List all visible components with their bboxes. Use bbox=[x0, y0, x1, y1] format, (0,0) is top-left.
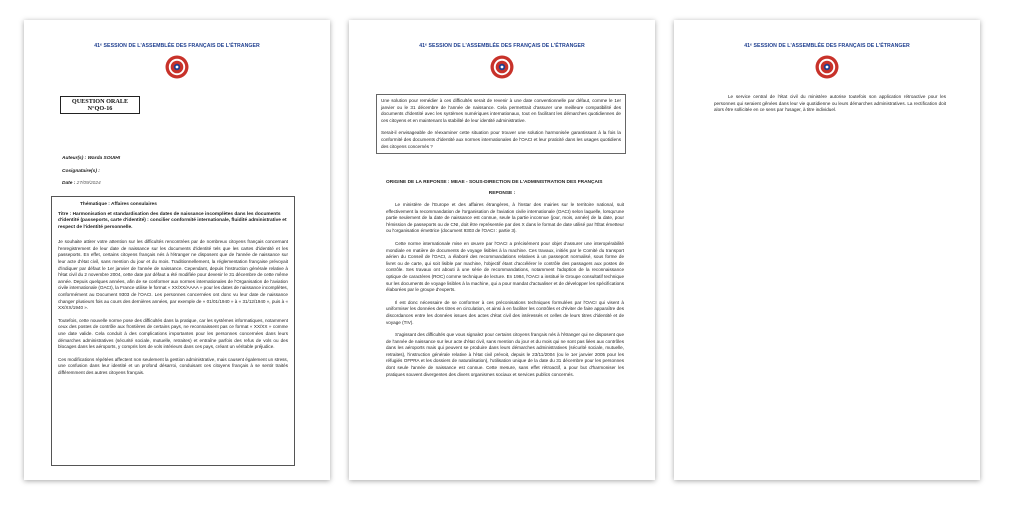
question-content-box bbox=[51, 196, 295, 466]
date-value: 27/09/2024 bbox=[76, 181, 101, 186]
question-box bbox=[60, 96, 140, 114]
response-body bbox=[386, 202, 624, 378]
afe-logo-icon bbox=[490, 55, 514, 79]
document-page-2 bbox=[349, 20, 655, 480]
question-title: Titre : Harmonisation et standardisation des dates de naissance incomplètes dans les documents d'identité (passeports, carte d'identité) : concilier conformité internationale, fluidité administrative et respect de l'identité personnelle. bbox=[58, 212, 287, 230]
date-label: Date : bbox=[62, 181, 76, 186]
afe-logo-icon bbox=[165, 55, 189, 79]
session-header: 41ᵉ SESSION DE L'ASSEMBLÉE DES FRANÇAIS DE L'ÉTRANGER bbox=[419, 43, 585, 49]
author-label: Auteur(s) : bbox=[62, 156, 87, 161]
paragraph: Je souhaite attirer votre attention sur les difficultés rencontrées par de nombreux citoyens français concernant l'enregistrement de leur date de naissance sur les documents d'identité tels que les cartes d'identité et les passeports. En effet, certains citoyens français nés à l'étranger ne disposent que de l'année de naissance sur leur acte d'état civil, sans mention du jour et du mois. Traditionnellement, la réglementation française prévoyait d'indiquer par défaut le 1er janvier de l'année de naissance. Cependant, depuis l'instruction générale relative à l'état civil du 2 novembre 2004, cette date par défaut a été modifiée pour devenir le 31 décembre de cette même année. Depuis quelques années, afin de se conformer aux normes internationales de l'Organisation de l'aviation civile internationale (OACI), la France utilise le format « XX/XX/AAAA » pour les dates de naissance incomplètes, conformément au Document 9303 de l'OACI. Les personnes concernées ont donc vu leur date de naissance changer plusieurs fois au cours des dernières années, par exemple de « 01/01/1940 » à « 31/12/1940 », puis à « XX/XX/1940 ». bbox=[58, 239, 288, 311]
author-value: Warda SOUIHI bbox=[87, 156, 121, 161]
session-header: 41ᵉ SESSION DE L'ASSEMBLÉE DES FRANÇAIS DE L'ÉTRANGER bbox=[744, 43, 910, 49]
paragraph: Serait-il envisageable de réexaminer cette situation pour trouver une solution harmonisée garantissant à la fois la conformité des documents d'identité aux normes internationales de l'OACI et leur praticité dans les usages quotidiens des citoyens concernés ? bbox=[381, 130, 621, 149]
paragraph: Ces modifications répétées affectent non seulement la gestion administrative, mais causent également un stress, une confusion dans leur identité et un profond désarroi, conduisant ces citoyens français à se sentir traités différemment des autres citoyens français. bbox=[58, 356, 288, 375]
thematique: Thématique : Affaires consulaires bbox=[80, 202, 157, 207]
cosignataire-label: Cosignataire(s) : bbox=[62, 169, 100, 174]
paragraph: Le ministère de l'Europe et des affaires étrangères, à l'instar des mairies sur le territoire national, suit effectivement la recommandation de l'organisation de l'aviation civile internationale (OACI) selon laquelle, lorsqu'une partie seulement de la date de naissance est connue, seule la partie inconnue (jour, mois, année) de la date, pour l'émission de passeports ou de CNI, doit être représentée par des X dans le format de date utilisé par l'État émetteur ou l'organisation émettrice (document 9303 de l'OACI : partie 3). bbox=[386, 202, 624, 234]
date-line bbox=[62, 181, 101, 186]
paragraph: Il est donc nécessaire de se conformer à ces préconisations techniques formulées par l'OACI qui visent à uniformiser les données des titres en circulation, et ainsi à en faciliter les contrôles et d'éviter de faire apparaître des discordances entre les données issues des actes d'état civil des intéressés et celles de leurs titres d'identité et de voyage (TIV). bbox=[386, 299, 624, 325]
author-line bbox=[62, 156, 120, 161]
paragraph: Le service central de l'état civil du ministère autorise toutefois son application rétroactive pour les personnes qui seraient gênées dans leur vie quotidienne ou leurs démarches administratives. La rectification doit alors être sollicitée en ce sens par l'usager, à titre individuel. bbox=[714, 94, 946, 113]
question-number: N°QO-16 bbox=[87, 105, 113, 112]
question-label: QUESTION ORALE bbox=[71, 98, 129, 105]
paragraph: S'agissant des difficultés que vous signalez pour certains citoyens français nés à l'étranger qui ne disposent que de l'année de naissance sur leur acte d'état civil, sans mention du jour et du mois qui ne sont pas liées aux contrôles dans les aéroports mais qui peuvent se produire dans leurs démarches administratives (sécurité sociale, mutuelle, retraites), l'instruction générale relative à l'état civil prévoit, depuis le 23/11/2004 (ou le 1er janvier 2005 pour les réfugiés OFPRA et les dossiers de naturalisation), l'utilisation unique de la date du 31 décembre pour les personnes dont seule l'année de naissance est connue. Cette mesure, sans effet rétroactif, a pour but d'harmoniser les pratiques souvent divergentes des divers organismes sociaux et services publics concernés. bbox=[386, 332, 624, 377]
paragraph: Une solution pour remédier à ces difficultés serait de revenir à une date conventionnelle par défaut, comme le 1er janvier ou le 31 décembre de l'année de naissance. Cela permettrait d'assurer une meilleure compatibilité des documents d'identité avec les systèmes numériques internationaux, tout en facilitant les démarches quotidiennes de ces citoyens et en maintenant la stabilité de leur identité administrative. bbox=[381, 98, 621, 123]
response-origin: ORIGINE DE LA REPONSE : MEAE - SOUS-DIRECTION DE L'ADMINISTRATION DES FRANÇAIS bbox=[386, 180, 603, 185]
document-page-1 bbox=[24, 20, 330, 480]
response-continuation bbox=[714, 94, 946, 114]
paragraph: Toutefois, cette nouvelle norme pose des difficultés dans la pratique, car les systèmes informatiques, notamment ceux des postes de contrôle aux frontières de certains pays, ne reconnaissent pas ce format « XX/XX » comme une date valide. Cela conduit à des complications importantes pour les personnes concernées dans leurs démarches administratives (sécurité sociale, mutuelle, retraites) et entraîne parfois des refus de vols ou des blocages dans les aéroports, y compris lors de vols intérieurs dans ces pays, créant un véritable préjudice. bbox=[58, 317, 288, 350]
question-continuation-box bbox=[376, 94, 626, 154]
paragraph: Cette norme internationale mise en œuvre par l'OACI a précisément pour objet d'assurer une interopérabilité mondiale en matière de documents de voyage lisibles à la machine. Ces travaux, initiés par le Comité du transport aérien du Conseil de l'OACI, a élaboré des recommandations relatives à un passeport normalisé, sous forme de livret ou de carte, qui soit lisible par machine, l'objectif étant d'accélérer le contrôle des passagers aux postes de contrôle. Ses travaux ont abouti à une série de recommandations, notamment l'adoption de la reconnaissance optique de caractères (ROC) comme technique de lecture. En 1984, l'OACI a institué le Groupe consultatif technique sur les documents de voyage lisibles à la machine, qui a pour mandat d'actualiser et de développer les spécifications élaborées par le groupe d'experts. bbox=[386, 240, 624, 293]
document-page-3 bbox=[674, 20, 980, 480]
afe-logo-icon bbox=[815, 55, 839, 79]
response-heading: REPONSE : bbox=[488, 191, 516, 196]
session-header: 41ᵉ SESSION DE L'ASSEMBLÉE DES FRANÇAIS DE L'ÉTRANGER bbox=[94, 43, 260, 49]
